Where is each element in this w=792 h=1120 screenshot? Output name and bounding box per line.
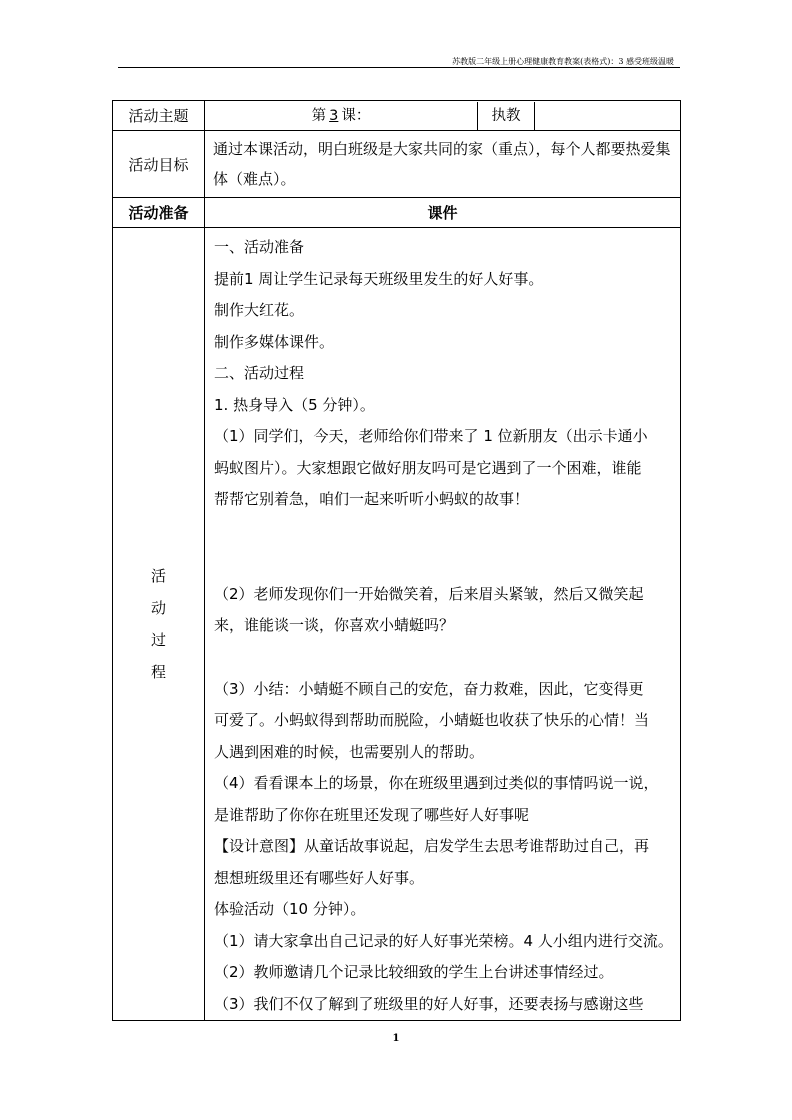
process-line: （3）小结：小蜻蜓不顾自己的安危，奋力救难，因此，它变得更 — [214, 679, 644, 698]
process-line: 蚂蚁图片）。大家想跟它做好朋友吗可是它遇到了一个困难，谁能 — [214, 458, 642, 477]
prep-text: 课件 — [205, 198, 681, 228]
process-label-char: 过 — [150, 631, 166, 649]
goal-text: 通过本课活动，明白班级是大家共同的家（重点），每个人都要热爱集体（难点）。 — [205, 131, 681, 198]
process-line: 1. 热身导入（5 分钟）。 — [214, 395, 375, 414]
process-row — [113, 228, 681, 1021]
process-label-char: 动 — [150, 599, 166, 617]
goal-row — [113, 131, 681, 198]
teacher-value — [535, 102, 680, 130]
process-line: （2）老师发现你们一开始微笑着，后来眉头紧皱，然后又微笑起 — [214, 584, 644, 603]
lesson-suffix: 课： — [341, 107, 371, 124]
process-label-char: 程 — [150, 663, 166, 681]
lesson-prefix: 第 — [311, 107, 327, 124]
process-label-char: 活 — [150, 567, 166, 585]
process-line: 制作大红花。 — [214, 301, 305, 319]
theme-label: 活动主题 — [113, 101, 205, 131]
process-line: （3）我们不仅了解到了班级里的好人好事，还要表扬与感谢这些 — [214, 994, 644, 1013]
lesson-plan-table — [112, 100, 681, 1021]
process-line: （1）同学们，今天，老师给你们带来了 1 位新朋友（出示卡通小 — [214, 427, 648, 445]
goal-label: 活动目标 — [113, 131, 205, 198]
process-line: （2）教师邀请几个记录比较细致的学生上台讲述事情经过。 — [214, 963, 614, 981]
lesson-number-field — [205, 102, 477, 130]
process-line: 帮帮它别着急，咱们一起来听听小蚂蚁的故事！ — [214, 490, 530, 508]
process-line: （4）看看课本上的场景，你在班级里遇到过类似的事情吗说一说， — [214, 774, 659, 792]
process-label — [113, 228, 205, 1021]
process-line: 二、活动过程 — [214, 364, 305, 382]
prep-label: 活动准备 — [113, 198, 205, 228]
process-line: 是谁帮助了你你在班里还发现了哪些好人好事呢 — [214, 805, 530, 824]
teacher-label: 执教 — [477, 102, 535, 130]
lesson-number: 3 — [329, 107, 339, 124]
page-number: 1 — [392, 1033, 400, 1044]
running-header: 苏教版二年级上册心理健康教育教案(表格式)：3 感受班级温暖 — [452, 57, 674, 66]
process-line: 人遇到困难的时候，也需要别人的帮助。 — [214, 742, 485, 761]
process-content — [205, 228, 681, 1021]
header-rule — [118, 67, 680, 68]
theme-row — [113, 101, 681, 131]
process-line: 体验活动（10 分钟）。 — [214, 900, 366, 918]
blank-space — [214, 642, 674, 674]
process-line: 提前1 周让学生记录每天班级里发生的好人好事。 — [214, 269, 544, 288]
process-line: 【设计意图】从童话故事说起，启发学生去思考谁帮助过自己，再 — [214, 837, 650, 855]
blank-space — [214, 516, 674, 579]
process-line: 一、活动准备 — [214, 238, 305, 256]
process-line: （1）请大家拿出自己记录的好人好事光荣榜。4 人小组内进行交流。 — [214, 931, 673, 950]
process-line: 制作多媒体课件。 — [214, 332, 335, 351]
process-line: 可爱了。小蚂蚁得到帮助而脱险，小蜻蜓也收获了快乐的心情！当 — [214, 711, 650, 729]
process-line: 想想班级里还有哪些好人好事。 — [214, 868, 425, 887]
prep-row — [113, 198, 681, 228]
theme-cell — [205, 101, 681, 131]
process-line: 来，谁能谈一谈，你喜欢小蜻蜓吗？ — [214, 616, 455, 634]
